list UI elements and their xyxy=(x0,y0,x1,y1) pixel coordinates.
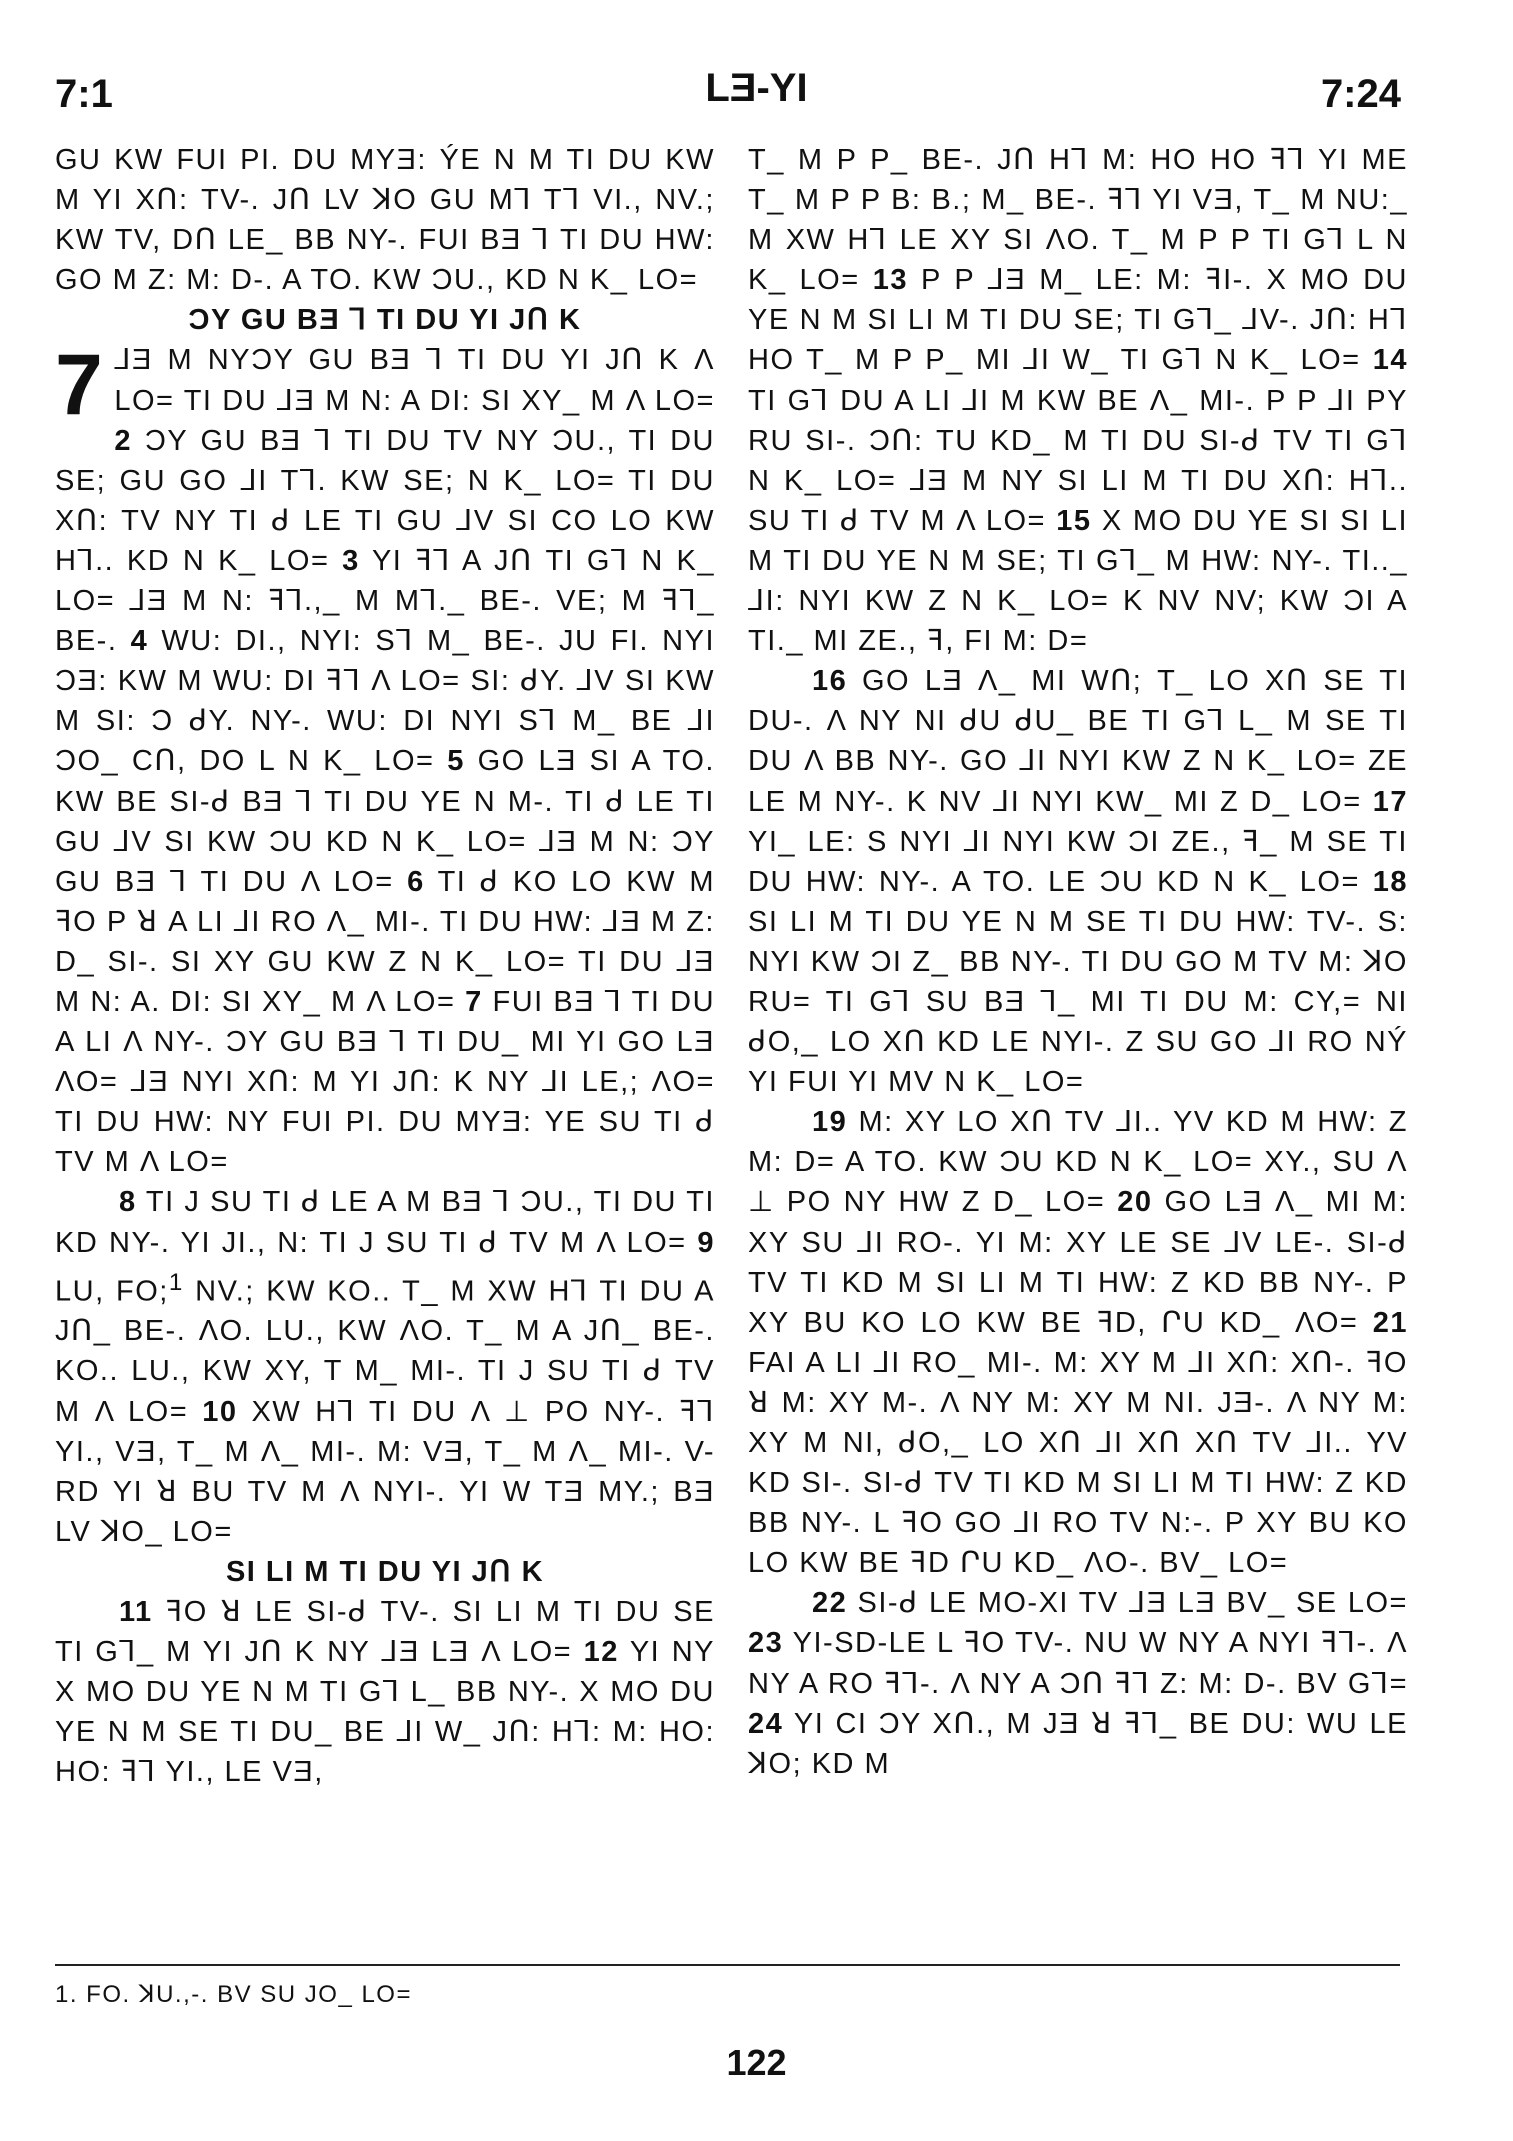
verse-text: SI LI M TI DU YE N M SE TI DU HW: TV-. S: NYI KW ƆI Z_ BB NY-. TI DU GO M TV M: ꓘO RU= TI G⅂ SU BƎ ⅂_ MI TI DU M: CY,= NI ᑯO,_ LO XՈ KD LE NYI-. Z SU GO ⅃I RO NÝ YI FUI YI MV N K_ LO= xyxy=(748,905,1408,1099)
verse-text: X MO DU YE SI SI LI M TI DU YE N M SE; TI G⅂_ M HW: NY-. TI.._ ⅃I: NYI KW Z N K_ LO= K NV NV; KW ƆI A TI._ MI ZE., ꟻ, FI M: D= xyxy=(748,504,1409,658)
verse-text: YI_ LE: S NYI ⅃I NYI KW ƆI ZE., ꟻ_ M SE TI DU HW: NY-. A TO. LE ƆU KD N K_ LO= xyxy=(748,825,1408,898)
paragraph xyxy=(55,337,716,1182)
verse-text: ⅃Ǝ M NYƆY GU BƎ ⅂ TI DU YI JՈ K Λ LO= TI DU ⅃Ǝ M N: A DI: SI XY_ M Λ LO= xyxy=(114,344,715,417)
verse-number: 23 xyxy=(748,1627,784,1660)
verse-number: 6 xyxy=(407,865,425,898)
right-column xyxy=(748,140,1408,1784)
paragraph xyxy=(748,140,1408,661)
verse-text: P P ⅃Ǝ M_ LE: M: ꟻI-. X MO DU YE N M SI LI M TI DU SE; TI G⅂_ ⅃V-. JՈ: H⅂ HO T_ M P P_ MI ⅃I W_ TI G⅂ N K_ LO= xyxy=(748,264,1408,377)
paragraph xyxy=(55,1182,715,1552)
paragraph xyxy=(748,661,1408,1102)
verse-text: TI ᑯ KO LO KW M ꟻO P ꓤ A LI ⅃I RO Λ_ MI-. TI DU HW: ⅃Ǝ M Z: D_ SI-. SI XY GU KW Z N K_ LO= TI DU ⅃Ǝ M N: A. DI: SI XY_ M Λ LO= xyxy=(55,865,715,1018)
verse-text: TI G⅂ DU A LI ⅃I M KW BE Λ_ MI-. P P ⅃I PY RU SI-. ƆՈ: TU KD_ M TI DU SI-ᑯ TV TI G⅂ N K_ LO= ⅃Ǝ M NY SI LI M TI DU XՈ: H⅂.. SU TI ᑯ TV M Λ LO= xyxy=(748,384,1408,537)
verse-number: 2 xyxy=(114,424,132,457)
verse-text: ꟻO ꓤ LE SI-ᑯ TV-. SI LI M TI DU SE TI G⅂_ M YI JՈ K NY ⅃Ǝ LƎ Λ LO= xyxy=(55,1596,715,1669)
verse-number: 14 xyxy=(1372,344,1408,377)
verse-number: 12 xyxy=(583,1636,619,1669)
verse-text: YI CI ƆY XՈ., M JƎ ꓤ ꟻ⅂_ BE DU: WU LE ꓘO; KD M xyxy=(748,1707,1408,1780)
footnote-reference[interactable]: 1 xyxy=(168,1268,184,1296)
verse-number: 17 xyxy=(1372,785,1408,818)
verse-text: YI ꟻ⅂ A JՈ TI G⅂ N K_ LO= ⅃Ǝ M N: ꟻ⅂.,_ M M⅂._ BE-. VE; M ꟻ⅂_ BE-. xyxy=(55,544,715,658)
paragraph xyxy=(55,1592,715,1792)
left-column xyxy=(55,140,715,1793)
paragraph xyxy=(748,1583,1408,1783)
verse-number: 10 xyxy=(202,1395,238,1428)
verse-number: 8 xyxy=(119,1186,137,1219)
footnote: 1. FO. ꓘU.,-. BV SU JO_ LO= xyxy=(55,1981,412,2008)
verse-text: GO LƎ Λ_ MI WՈ; T_ LO XՈ SE TI DU-. Λ NY NI ᑯU ᑯU_ BE TI G⅂ L_ M SE TI DU Λ BB NY-. GO ⅃I NYI KW Z N K_ LO= ZE LE M NY-. K NV ⅃I NYI KW_ MI Z D_ LO= xyxy=(748,665,1409,818)
verse-number: 5 xyxy=(447,745,465,778)
verse-number: 9 xyxy=(697,1226,715,1259)
verse-number: 18 xyxy=(1372,865,1408,898)
book-title: LƎ-YI xyxy=(705,66,808,110)
chapter-number: 7 xyxy=(55,337,105,434)
chapter-verse-end: 7:24 xyxy=(1320,72,1401,116)
paragraph: GU KW FUI PI. DU MYƎ: ÝE N M TI DU KW M YI XՈ: TV-. JՈ LV ꓘO GU M⅂ T⅂ VI., NV.; KW TV, DՈ LE_ BB NY-. FUI BƎ ⅂ TI DU HW: GO M Z: M: D-. A TO. KW ƆU., KD N K_ LO= xyxy=(55,144,715,297)
verse-number: 19 xyxy=(812,1106,848,1139)
verse-text: WU: DI., NYI: S⅂ M_ BE-. JU FI. NYI ƆƎ: KW M WU: DI ꟻ⅂ Λ LO= SI: ᑯY. ⅃V SI KW M SI: Ɔ ᑯY. NY-. WU: DI NYI S⅂ M_ BE ⅃I ƆO_ CՈ, DO L N K_ LO= xyxy=(55,625,716,778)
footnote-divider xyxy=(55,1964,1400,1966)
verse-text: LU, FO; xyxy=(55,1275,169,1308)
verse-text: GO LƎ SI A TO. KW BE SI-ᑯ BƎ ⅂ TI DU YE N M-. TI ᑯ LE TI GU ⅃V SI KW ƆU KD N K_ LO= ⅃Ǝ M N: ƆY GU BƎ ⅂ TI DU Λ LO= xyxy=(55,745,715,898)
verse-number: 20 xyxy=(1117,1186,1153,1219)
verse-text: SI-ᑯ LE MO-XI TV ⅃Ǝ LƎ BV_ SE LO= xyxy=(857,1587,1408,1620)
verse-text: M: XY LO XՈ TV ⅃I.. YV KD M HW: Z M: D= A TO. KW ƆU KD N K_ LO= XY., SU Λ ⊥ PO NY HW Z D_ LO= xyxy=(748,1106,1408,1219)
verse-text: YI NY X MO DU YE N M TI G⅂ L_ BB NY-. X MO DU YE N M SE TI DU_ BE ⅃I W_ JՈ: H⅂: M: HO: HO: ꟻ⅂ YI., LE VƎ, xyxy=(55,1636,715,1789)
verse-number: 16 xyxy=(812,665,848,698)
verse-number: 13 xyxy=(872,264,908,297)
chapter-verse-start: 7:1 xyxy=(55,72,113,116)
verse-number: 15 xyxy=(1056,504,1092,537)
verse-text: GO LƎ Λ_ MI M: XY SU ⅃I RO-. YI M: XY LE SE ⅃V LE-. SI-ᑯ TV TI KD M SI LI M TI HW: Z KD BB NY-. P XY BU KO LO KW BE ꟻD, ՐU KD_ ΛO= xyxy=(748,1186,1408,1339)
verse-text: FAI A LI ⅃I RO_ MI-. M: XY M ⅃I XՈ: XՈ-. ꟻO ꓤ M: XY M-. Λ NY M: XY M NI. JƎ-. Λ NY M: XY M NI, ᑯO,_ LO XՈ ⅃I XՈ XՈ TV ⅃I.. YV KD SI-. SI-ᑯ TV TI KD M SI LI M TI HW: Z KD BB NY-. L ꟻO GO ⅃I RO TV N:-. P XY BU KO LO KW BE ꟻD ՐU KD_ ΛO-. BV_ LO= xyxy=(748,1346,1408,1580)
verse-text: TI J SU TI ᑯ LE A M BƎ ⅂ ƆU., TI DU TI KD NY-. YI JI., N: TI J SU TI ᑯ TV M Λ LO= xyxy=(55,1186,715,1259)
verse-number: 4 xyxy=(130,625,149,658)
verse-number: 21 xyxy=(1372,1306,1408,1339)
page-number: 122 xyxy=(726,2042,787,2083)
verse-text: YI-SD-LE L ꟻO TV-. NU W NY A NYI ꟻ⅂-. Λ NY A RO ꟻ⅂-. Λ NY A ƆՈ ꟻ⅂ Z: M: D-. BV G⅂= xyxy=(748,1627,1408,1700)
verse-text: T_ M P P_ BE-. JՈ H⅂ M: HO HO ꟻ⅂ YI ME T_ M P P B: B.; M_ BE-. ꟻ⅂ YI VƎ, T_ M NU:_ M XW H⅂ LE XY SI ΛO. T_ M P P TI G⅂ L N K_ LO= xyxy=(748,144,1408,297)
verse-text: ƆY GU BƎ ⅂ TI DU TV NY ƆU., TI DU SE; GU GO ⅃I T⅂. KW SE; N K_ LO= TI DU XՈ: TV NY TI ᑯ LE TI GU ⅃V SI CO LO KW H⅂.. KD N K_ LO= xyxy=(55,424,715,577)
verse-number: 22 xyxy=(812,1587,848,1620)
paragraph xyxy=(748,1102,1408,1583)
verse-text: XW H⅂ TI DU Λ ⊥ PO NY-. ꟻ⅂ YI., VƎ, T_ M Λ_ MI-. M: VƎ, T_ M Λ_ MI-. V-RD YI ꓤ BU TV M Λ NYI-. YI W TƎ MY.; BƎ LV ꓘO_ LO= xyxy=(55,1395,716,1548)
verse-number: 3 xyxy=(342,544,360,577)
verse-text: FUI BƎ ⅂ TI DU A LI Λ NY-. ƆY GU BƎ ⅂ TI DU_ MI YI GO LƎ ΛO= ⅃Ǝ NYI XՈ: M YI JՈ: K NY ⅃I LE,; ΛO= TI DU HW: NY FUI PI. DU MYƎ: YE SU TI ᑯ TV M Λ LO= xyxy=(55,985,716,1179)
section-heading: ƆY GU BƎ ⅂ TI DU YI JՈ K xyxy=(188,304,582,337)
verse-number: 11 xyxy=(119,1596,153,1629)
verse-number: 7 xyxy=(465,985,483,1018)
section-heading: SI LI M TI DU YI JՈ K xyxy=(225,1555,545,1588)
verse-number: 24 xyxy=(748,1707,784,1740)
verse-text: NV.; KW KO.. T_ M XW H⅂ TI DU A JՈ_ BE-. ΛO. LU., KW ΛO. T_ M A JՈ_ BE-. KO.. LU., KW XY, T M_ MI-. TI J SU TI ᑯ TV M Λ LO= xyxy=(55,1275,715,1428)
